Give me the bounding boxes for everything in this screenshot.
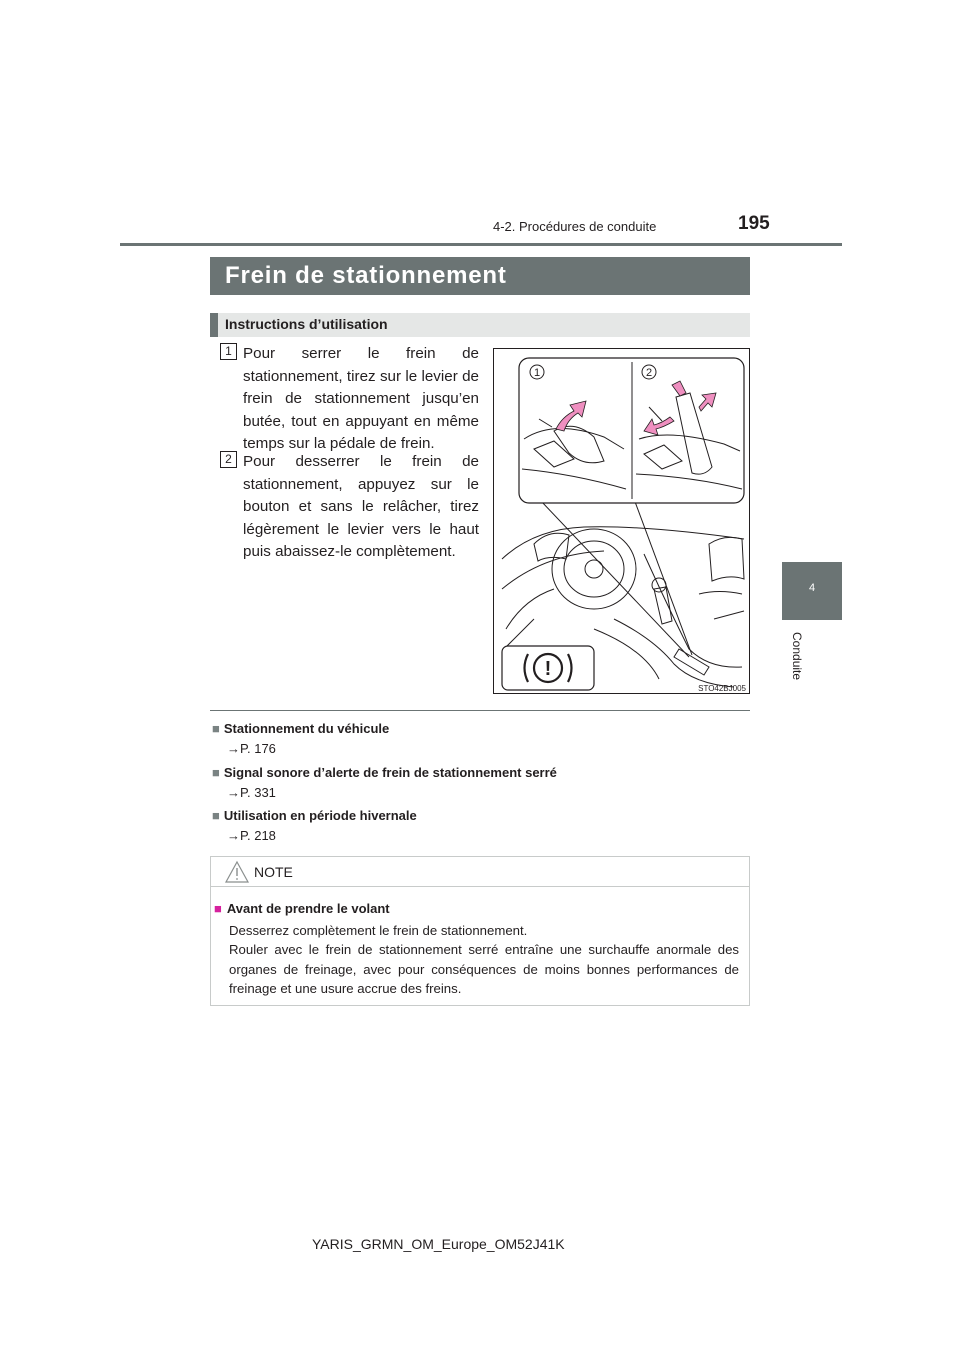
section-label: 4-2. Procédures de conduite <box>493 219 657 234</box>
caution-triangle-icon <box>224 860 250 884</box>
figure-code: STO42BJ005 <box>698 684 746 693</box>
ref-page-3[interactable]: →P. 218 <box>227 828 276 843</box>
note-divider <box>211 886 749 887</box>
ref-title-3: ■ Utilisation en période hivernale <box>212 808 417 823</box>
note-text-2: Rouler avec le frein de stationnement serré entraîne une surchauffe anormale des organes de freinage, avec pour conséquences de moins bonnes performances de freinage et une usure accrue des freins. <box>229 942 739 996</box>
section-rule <box>210 710 750 711</box>
dashboard-line <box>502 527 744 559</box>
chapter-tab-title-text: Conduite <box>790 632 804 681</box>
chapter-tab-number: 4 <box>808 582 816 594</box>
subtitle: Instructions d’utilisation <box>225 316 388 332</box>
step-text-1: Pour serrer le frein de stationnement, tirez sur le levier de frein de stationnement jusqu’en butée, tout en appuyant en même temps sur la pédale de frein. <box>243 345 479 452</box>
page-title: Frein de stationnement <box>225 262 507 289</box>
callout-label-2: 2 <box>645 367 653 379</box>
note-label: NOTE <box>254 864 293 880</box>
ref-title-2: ■ Signal sonore d’alerte de frein de stationnement serré <box>212 765 557 780</box>
illustration-drawing <box>494 349 751 695</box>
callout-label-1: 1 <box>533 367 541 379</box>
header-rule <box>120 243 842 246</box>
parking-brake-illustration <box>493 348 750 694</box>
ref-title-1: ■ Stationnement du véhicule <box>212 721 390 736</box>
note-item-title: ■ Avant de prendre le volant <box>214 901 390 916</box>
ref-page-2[interactable]: →P. 331 <box>227 785 276 800</box>
page-number: 195 <box>738 213 770 234</box>
document-footer: YARIS_GRMN_OM_Europe_OM52J41K <box>312 1236 565 1252</box>
warning-light-symbol: ! <box>544 658 552 680</box>
step-number-1: 1 <box>220 343 237 360</box>
dashboard-line-2 <box>502 551 604 589</box>
subtitle-accent <box>210 313 218 337</box>
ref-page-1[interactable]: →P. 176 <box>227 741 276 756</box>
note-text-1: Desserrez complètement le frein de stationnement. <box>229 923 528 938</box>
chapter-tab-title <box>776 632 816 694</box>
step-number-2: 2 <box>220 451 237 468</box>
leader-line-2 <box>634 499 692 655</box>
step-text-2: Pour desserrer le frein de stationnement, appuyez sur le bouton et sans le relâcher, tirez légèrement le levier vers le haut puis abaissez-le complètement. <box>243 453 479 560</box>
leader-line-1 <box>541 501 689 657</box>
